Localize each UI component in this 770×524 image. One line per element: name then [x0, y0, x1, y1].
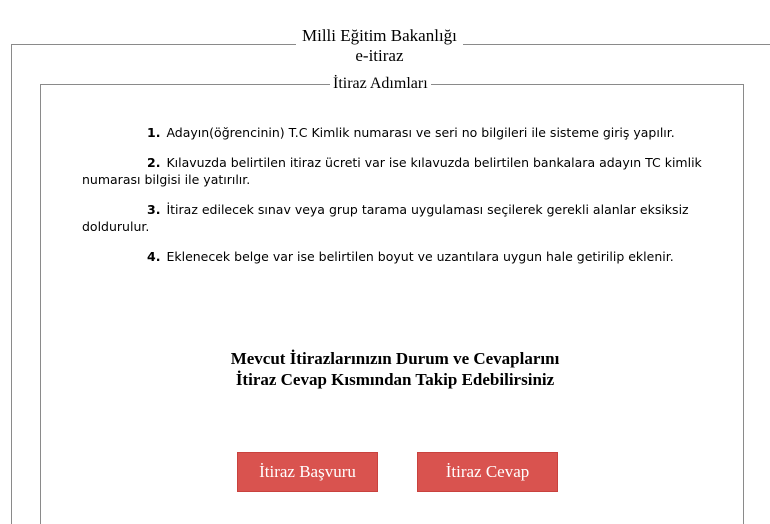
step-item: [82, 124, 702, 141]
steps-legend: İtiraz Adımları: [330, 74, 431, 94]
outer-legend: [296, 26, 463, 66]
step-text: Kılavuzda belirtilen itiraz ücreti var ise kılavuzda belirtilen bankalara adayın TC kimlik numarası bilgisi ile yatırılır.: [82, 155, 702, 187]
objection-answer-button[interactable]: İtiraz Cevap: [417, 452, 558, 492]
system-title: e-itiraz: [355, 46, 404, 65]
step-number: 1.: [147, 125, 161, 140]
notice-line-2: İtiraz Cevap Kısmından Takip Edebilirsiniz: [235, 370, 555, 389]
step-text: İtiraz edilecek sınav veya grup tarama uygulaması seçilerek gerekli alanlar eksiksiz doldurulur.: [82, 202, 689, 234]
status-notice: [100, 348, 690, 390]
objection-apply-button[interactable]: İtiraz Başvuru: [237, 452, 378, 492]
ministry-title: Milli Eğitim Bakanlığı: [302, 26, 457, 45]
step-text: Eklenecek belge var ise belirtilen boyut ve uzantılara uygun hale getirilip eklenir.: [166, 249, 674, 264]
notice-line-1: Mevcut İtirazlarınızın Durum ve Cevaplarını: [230, 349, 560, 368]
step-text: Adayın(öğrencinin) T.C Kimlik numarası ve seri no bilgileri ile sisteme giriş yapılır.: [166, 125, 675, 140]
step-item: [82, 154, 702, 188]
steps-list: [82, 124, 702, 278]
step-item: [82, 248, 702, 265]
step-number: 3.: [147, 202, 161, 217]
step-number: 4.: [147, 249, 161, 264]
step-item: [82, 201, 702, 235]
step-number: 2.: [147, 155, 161, 170]
